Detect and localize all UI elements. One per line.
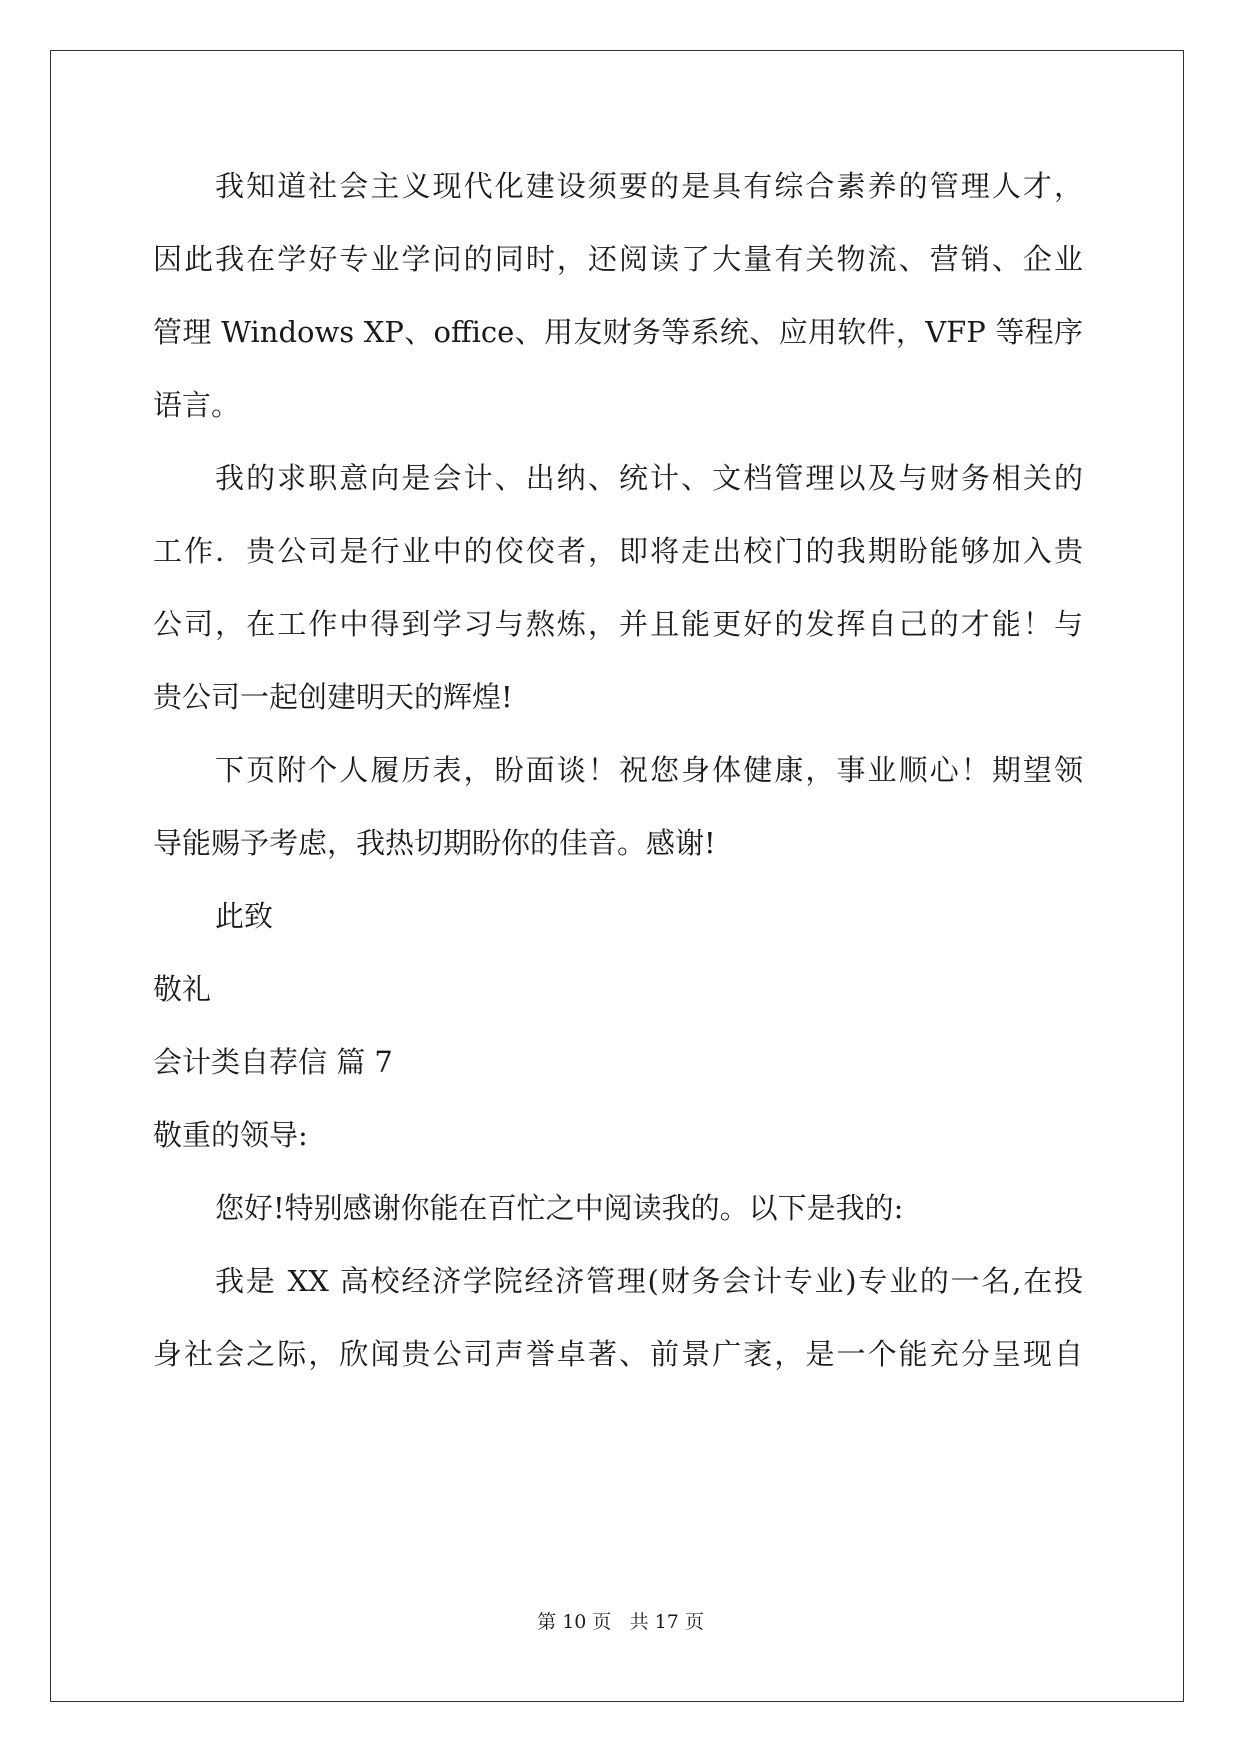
text-line: 我是 XX 高校经济学院经济管理(财务会计专业)专业的一名,在投 [215,1264,1083,1298]
text-line: 导能赐予考虑，我热切期盼你的佳音。感谢! [153,826,716,860]
text-line: 因此我在学好专业学问的同时，还阅读了大量有关物流、营销、企业 [153,242,1083,276]
text-line: 贵公司一起创建明天的辉煌! [153,680,513,714]
page-border [50,50,1184,1702]
closing-salutation: 此致 [215,899,274,933]
text-line: 身社会之际，欣闻贵公司声誉卓著、前景广袤，是一个能充分呈现自 [153,1337,1083,1371]
closing-respect: 敬礼 [153,972,212,1006]
text-line: 公司，在工作中得到学习与熬炼，并且能更好的发挥自己的才能！与 [153,607,1083,641]
text-line: 我知道社会主义现代化建设须要的是具有综合素养的管理人才， [215,169,1083,203]
greeting: 敬重的领导: [153,1118,308,1152]
text-line: 管理 Windows XP、office、用友财务等系统、应用软件，VFP 等程序 [153,315,1083,349]
text-line: 您好!特别感谢你能在百忙之中阅读我的。以下是我的: [215,1191,904,1225]
page-footer [0,1610,1241,1634]
text-line: 工作．贵公司是行业中的佼佼者，即将走出校门的我期盼能够加入贵 [153,534,1083,568]
page-number: 第 10 页 [537,1611,612,1633]
text-line: 语言。 [153,388,241,422]
text-line: 我的求职意向是会计、出纳、统计、文档管理以及与财务相关的 [215,461,1083,495]
text-line: 下页附个人履历表，盼面谈！祝您身体健康，事业顺心！期望领 [215,753,1083,787]
page-total: 共 17 页 [629,1611,704,1633]
section-title: 会计类自荐信 篇 7 [153,1045,393,1079]
